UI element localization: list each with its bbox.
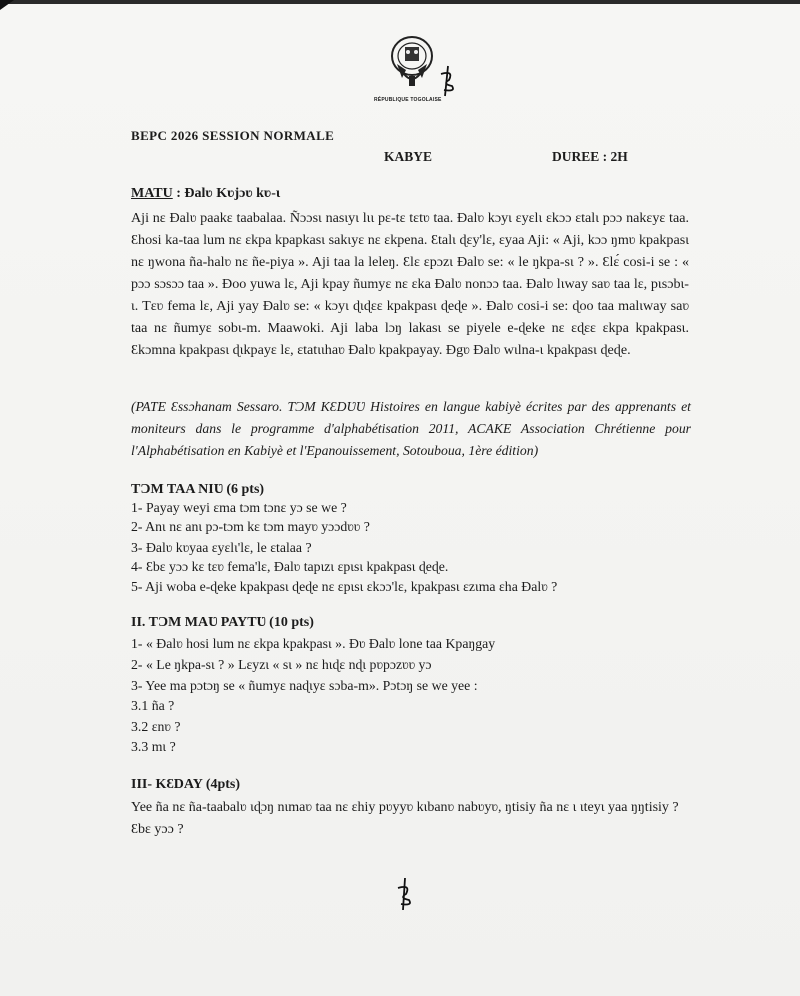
reading-title — [131, 186, 280, 202]
section2-subquestion: 3.2 ɛnʋ ? — [131, 719, 181, 734]
exam-duration: DUREE : 2H — [552, 149, 628, 164]
source-citation: (PATE Ɛssɔhanam Sessaro. TƆM KƐDƲƲ Histoires en langue kabiyè écrites par des apprenants et moniteurs dans le programme d'alphabétisation 2011, ACAKE Association Chrétienne pour l'Alphabétisation en Kabiyè et l'Epanouissement, Sotouboua, 1ère édition) — [131, 399, 691, 458]
section2-question: 1- « Ɖalʋ hosi lum nɛ ɛkpa kpakpasɩ ». Ɖʋ Ɖalʋ lone taa Kpaŋgay — [131, 636, 496, 651]
signature-icon — [395, 876, 415, 912]
scan-corner-mark — [0, 0, 14, 10]
section3-prompt: Yee ña nɛ ña-taabalʋ ɩɖɔŋ nɩmaʋ taa nɛ ɛhiy pʋyyʋ kɩbanʋ nabʋyʋ, ŋtisiy ña nɛ ɩ ɩteyɩ yaa ŋŋtisiy ? Ɛbɛ yɔɔ ? — [131, 800, 679, 837]
section1-question: 1- Payay weyi ɛma tɔm tɔnɛ yɔ se we ? — [131, 500, 347, 515]
emblem-caption: RÉPUBLIQUE TOGOLAISE — [374, 97, 442, 103]
reading-title-text: : Ɖalʋ Kʋjɔʋ kʋ-ɩ — [172, 186, 281, 201]
exam-session-title: BEPC 2026 SESSION NORMALE — [131, 128, 335, 143]
section2-subquestion: 3.1 ña ? — [131, 698, 175, 713]
section2-title: II. TƆM MAƲ PAYTƲ (10 pts) — [131, 615, 314, 630]
section1-question: 2- Anɩ nɛ anɩ pɔ-tɔm kɛ tɔm mayʋ yɔɔdʋʋ ? — [131, 519, 370, 534]
section2-question: 2- « Le ŋkpa-sɩ ? » Lɛyzɩ « sɩ » nɛ hɩɖɛ nɖɩ pʋpɔzʋʋ yɔ — [131, 657, 432, 672]
section2-subquestion: 3.3 mɩ ? — [131, 739, 176, 754]
section3-title: III- KƐDAY (4pts) — [131, 777, 241, 792]
section1-question: 5- Aji woba e-ɖeke kpakpasɩ ɖeɖe nɛ ɛpɩsɩ ɛkɔɔ'lɛ, kpakpasɩ ɛzɩma ɛha Ɖalʋ ? — [131, 579, 558, 594]
exam-subject: KABYE — [384, 149, 433, 164]
section1-title: TƆM TAA NIƲ (6 pts) — [131, 482, 265, 497]
coat-of-arms-icon — [388, 34, 436, 92]
section1-question: 3- Ɖalʋ kʋyaa ɛyɛlɩ'lɛ, le ɛtalaa ? — [131, 540, 312, 555]
scan-top-edge — [0, 0, 800, 4]
section1-question: 4- Ɛbɛ yɔɔ kɛ tɛʋ fema'lɛ, Ɖalʋ tapɩzɩ ɛpɩsɩ kpakpasɩ ɖeɖe. — [131, 559, 449, 574]
reading-label: MATU — [131, 186, 173, 201]
signature-icon — [436, 64, 458, 98]
section2-question: 3- Yee ma pɔtɔŋ se « ñumyɛ naɖɩyɛ sɔba-m». Pɔtɔŋ se we yee : — [131, 678, 478, 693]
reading-passage: Aji nɛ Ɖalʋ paakɛ taabalaa. Ñɔɔsɩ nasɩyɩ lɩɩ pɛ-tɛ tɛtʋ taa. Ɖalʋ kɔyɩ ɛyɛlɩ ɛkɔɔ ɛtalɩ pɔɔ nakɛyɛ taa. Ɛhosi ka-taa lum nɛ ɛkpa kpapkasɩ sakɩyɛ nɛ ɛkpena. Ɛtalɩ ɖɛy'lɛ, ɛyaa Aji: « Aji, kɔɔ ŋmʋ kpakpasɩ nɛ ŋwona ña-halʋ nɛ ñe-piya ». Aji taa la leleŋ. Ɛlɛ ɛpɔzɩ Ɖalʋ se: « le ŋkpa-sɩ ? ». Ɛlɛ́ cosi-i se : « pɔɔ sɔsɔɔ taa ». Ɖoo yuwa lɛ, Aji kpay ñumyɛ nɛ ɛka Ɖalʋ nonɔɔ taa. Ɖalʋ lɩway saʋ taa lɛ, pɩsɔbɩ-ɩ. Tɛʋ fema lɛ, Aji yay Ɖalʋ se: « kɔyɩ ɖɩɖɛɛ kpakpasɩ ɖeɖe ». Ɖalʋ cosi-i se: ɖoo taa malɩway saʋ taa nɛ ñumyɛ sobɩ-m. Maawoki. Aji laba lɔŋ lakasɩ se piyele e-ɖeke nɛ ɛɖɛɛ ɛkpa kpakpasɩ. Ɛkɔmna kpakpasɩ ɖɩkpayɛ lɛ, ɛtatɩɩhaʋ Ɖalʋ kpakpayay. Ɖgʋ Ɖalʋ wɩlna-ɩ kpakpasɩ ɖeɖe. — [131, 210, 689, 358]
